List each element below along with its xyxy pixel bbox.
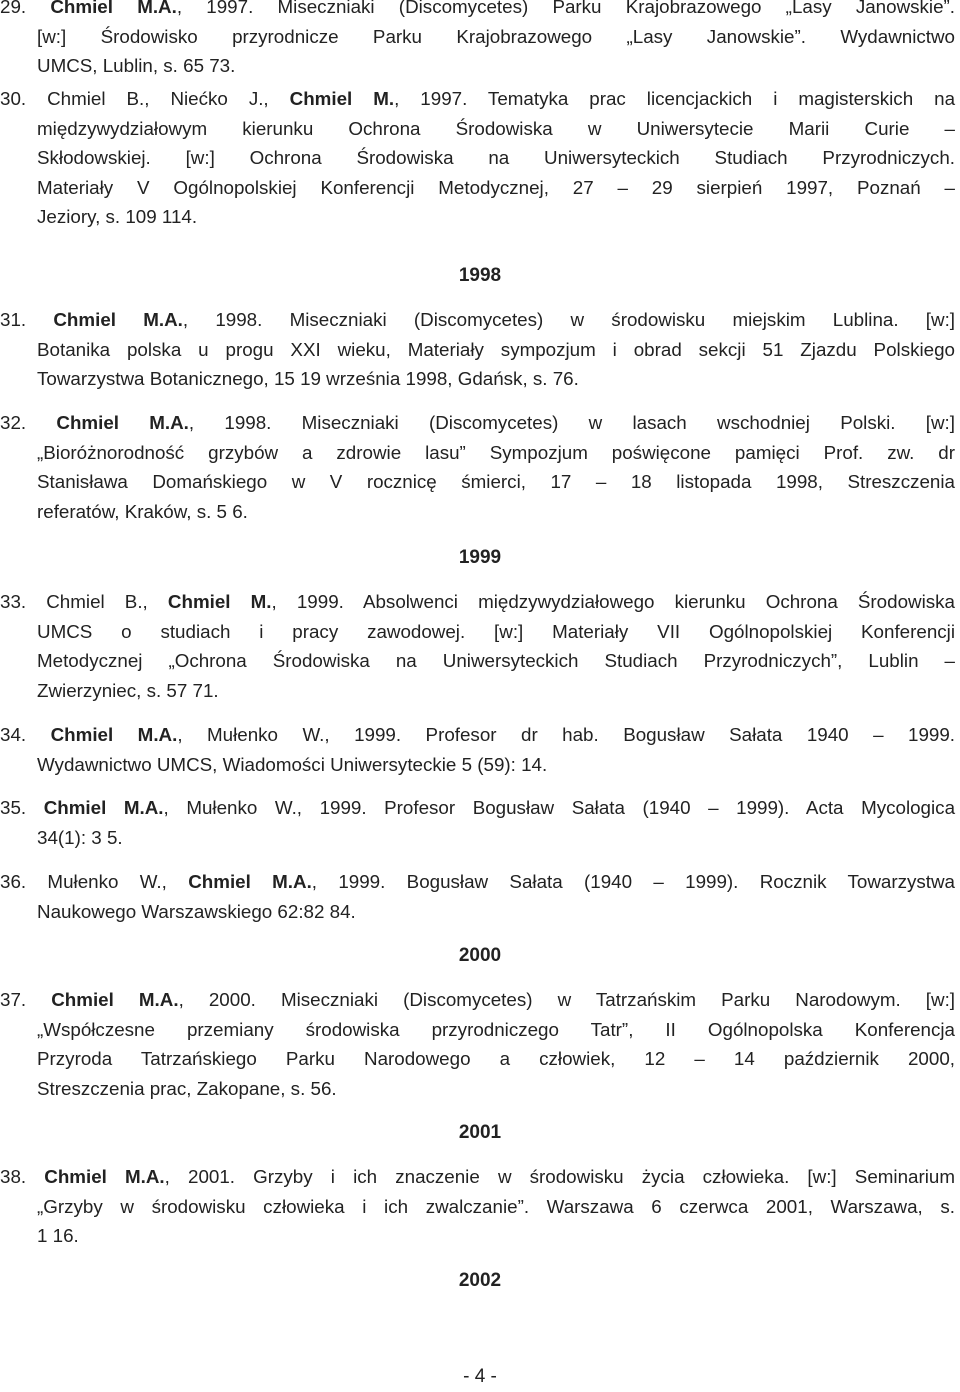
entry-line	[0, 1162, 955, 1192]
author-name: Chmiel M.	[167, 591, 272, 612]
entry-line	[37, 646, 955, 676]
entry-text: 34(1): 3 5.	[37, 826, 123, 848]
entry-text: 37.	[0, 989, 52, 1010]
entry-line	[0, 867, 955, 897]
entry-text: Wydawnictwo UMCS, Wiadomości Uniwersyteckie 5 (59): 14.	[37, 753, 548, 775]
entry-text: 31.	[0, 309, 54, 330]
entry-text: UMCS, Lublin, s. 65 73.	[37, 55, 236, 77]
entry-line	[37, 114, 955, 144]
entry-text: , 1997. Miseczniaki (Discomycetes) Parku Krajobrazowego „Lasy Janowskie”.	[176, 0, 956, 17]
entry-text: , Mułenko W., 1999. Profesor Bogusław Sałata (1940 – 1999). Acta Mycologica	[163, 797, 956, 818]
entry-text: 36. Mułenko W.,	[0, 871, 189, 892]
entry-line	[37, 173, 955, 203]
entry-text: [w:] Środowisko przyrodnicze Parku Krajobrazowego „Lasy Janowskie”. Wydawnictwo	[37, 25, 955, 47]
author-name: Chmiel M.A.	[44, 1166, 165, 1187]
entry-text: Stanisława Domańskiego w V rocznicę śmierci, 17 – 18 listopada 1998, Streszczenia	[37, 471, 955, 493]
entry-text: Towarzystwa Botanicznego, 15 19 września 1998, Gdańsk, s. 76.	[37, 368, 579, 390]
entry-text: referatów, Kraków, s. 5 6.	[37, 500, 248, 522]
entry-text: 34.	[0, 724, 51, 745]
entry-text: 38.	[0, 1166, 45, 1187]
entry-text: 35.	[0, 797, 44, 818]
entry-text: „Grzyby w środowisku człowieka i ich zwalczanie”. Warszawa 6 czerwca 2001, Warszawa, s.	[37, 1195, 955, 1217]
entry-line	[0, 587, 955, 617]
entry-line	[0, 985, 955, 1015]
entry-text: 29.	[0, 0, 51, 17]
entry-line	[37, 676, 955, 706]
entry-line	[37, 1044, 955, 1074]
entry-line	[37, 1015, 955, 1045]
author-name: Chmiel M.A.	[50, 0, 177, 17]
entry-line	[37, 467, 955, 497]
author-name: Chmiel M.A.	[50, 724, 178, 745]
entry-text: 1 16.	[37, 1225, 79, 1247]
entry-text: , 1998. Miseczniaki (Discomycetes) w lasach wschodniej Polski. [w:]	[188, 412, 955, 433]
entry-text: Jeziory, s. 109 114.	[37, 206, 198, 228]
entry-line	[37, 143, 955, 173]
entry-line	[37, 823, 955, 853]
author-name: Chmiel M.A.	[188, 871, 312, 892]
year-heading: 2002	[458, 1270, 502, 1291]
entry-line	[37, 438, 955, 468]
author-name: Chmiel M.A.	[56, 412, 189, 433]
entry-text: , 1998. Miseczniaki (Discomycetes) w środowisku miejskim Lublina. [w:]	[182, 309, 956, 330]
entry-text: , Mułenko W., 1999. Profesor dr hab. Bogusław Sałata 1940 – 1999.	[177, 724, 955, 745]
entry-line	[37, 1074, 955, 1104]
entry-text: „Bioróżnorodność grzybów a zdrowie lasu” Sympozjum poświęcone pamięci Prof. zw. dr	[37, 441, 955, 463]
entry-text: Przyroda Tatrzańskiego Parku Narodowego a człowiek, 12 – 14 październik 2000,	[37, 1048, 955, 1070]
page-number: - 4 -	[463, 1366, 497, 1387]
entry-text: 33. Chmiel B.,	[0, 591, 168, 612]
author-name: Chmiel M.	[289, 88, 395, 109]
author-name: Chmiel M.A.	[53, 309, 183, 330]
entry-line	[37, 335, 955, 365]
entry-line	[37, 202, 955, 232]
entry-line	[37, 897, 955, 927]
entry-text: Botanika polska u progu XXI wieku, Materiały sympozjum i obrad sekcji 51 Zjazdu Polskiego	[37, 338, 955, 360]
author-name: Chmiel M.A.	[43, 797, 164, 818]
entry-line	[0, 0, 955, 22]
year-heading: 2000	[458, 945, 502, 966]
entry-line	[0, 720, 955, 750]
entry-line	[0, 84, 955, 114]
year-heading: 1998	[458, 265, 502, 286]
entry-text: , 1999. Absolwenci międzywydziałowego kierunku Ochrona Środowiska	[271, 591, 955, 612]
entry-text: 30. Chmiel B., Niećko J.,	[0, 88, 290, 109]
entry-line	[0, 793, 955, 823]
entry-line	[37, 497, 955, 527]
entry-line	[37, 22, 955, 52]
entry-text: Zwierzyniec, s. 57 71.	[37, 679, 219, 701]
entry-text: Naukowego Warszawskiego 62:82 84.	[37, 900, 356, 922]
entry-text: , 2001. Grzyby i ich znaczenie w środowisku życia człowieka. [w:] Seminarium	[164, 1166, 955, 1187]
entry-text: międzywydziałowym kierunku Ochrona Środowiska w Uniwersytecie Marii Curie –	[37, 117, 955, 139]
entry-text: Metodycznej „Ochrona Środowiska na Uniwersyteckich Studiach Przyrodniczych”, Lublin –	[37, 650, 955, 672]
entry-line	[0, 305, 955, 335]
entry-line	[37, 617, 955, 647]
entry-text: Streszczenia prac, Zakopane, s. 56.	[37, 1077, 337, 1099]
entry-line	[37, 750, 955, 780]
entry-line	[0, 408, 955, 438]
entry-text: , 2000. Miseczniaki (Discomycetes) w Tatrzańskim Parku Narodowym. [w:]	[178, 989, 956, 1010]
entry-text: 32.	[0, 412, 57, 433]
entry-text: „Współczesne przemiany środowiska przyrodniczego Tatr”, II Ogólnopolska Konferencja	[37, 1018, 955, 1040]
author-name: Chmiel M.A.	[51, 989, 179, 1010]
entry-line	[37, 364, 955, 394]
year-heading: 1999	[458, 547, 502, 568]
entry-text: , 1997. Tematyka prac licencjackich i magisterskich na	[394, 88, 956, 109]
entry-line	[37, 51, 955, 81]
entry-line	[37, 1221, 955, 1251]
entry-text: Materiały V Ogólnopolskiej Konferencji Metodycznej, 27 – 29 sierpień 1997, Poznań –	[37, 176, 955, 198]
year-heading: 2001	[458, 1122, 502, 1143]
entry-text: UMCS o studiach i pracy zawodowej. [w:] Materiały VII Ogólnopolskiej Konferencji	[37, 620, 955, 642]
entry-text: , 1999. Bogusław Sałata (1940 – 1999). Rocznik Towarzystwa	[311, 871, 955, 892]
entry-text: Skłodowskiej. [w:] Ochrona Środowiska na Uniwersyteckich Studiach Przyrodniczych.	[37, 147, 955, 169]
entry-line	[37, 1192, 955, 1222]
